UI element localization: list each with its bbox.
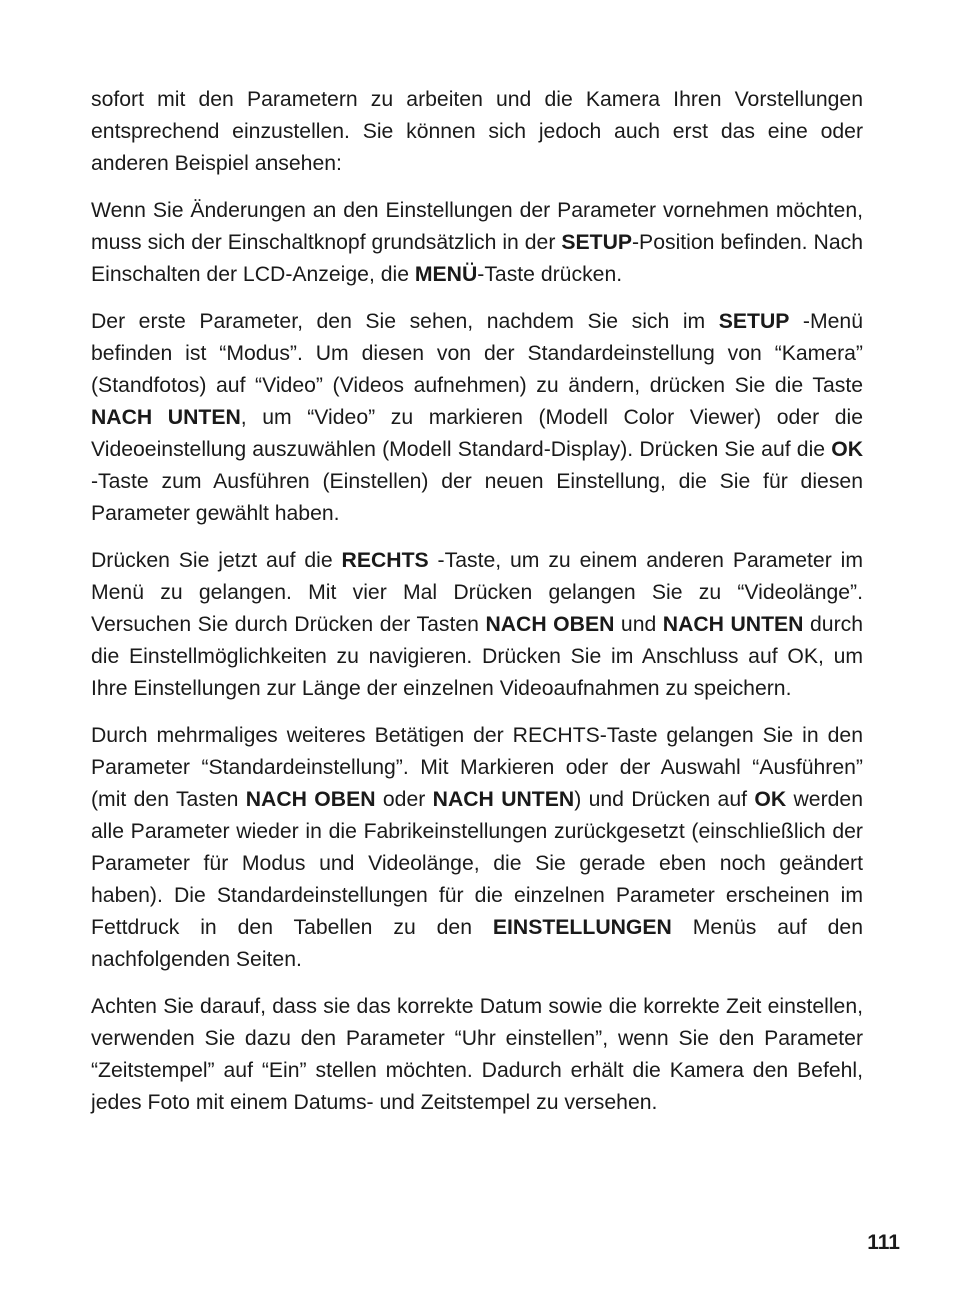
bold-term: NACH UNTEN	[432, 788, 575, 811]
page-body	[91, 84, 863, 1134]
bold-term: NACH OBEN	[485, 613, 615, 636]
bold-term: EINSTELLUNGEN	[492, 916, 672, 939]
text-run: sofort mit den Parametern zu arbeiten und die Kamera Ihren Vorstellungen entsprechend einzustellen. Sie können sich jedoch auch erst das eine oder anderen Beispiel ansehen:	[91, 88, 863, 175]
page-number: 111	[867, 1231, 900, 1254]
bold-term: NACH UNTEN	[91, 406, 241, 429]
paragraph-4	[91, 545, 863, 705]
text-run: Durch mehrmaliges weiteres Betätigen der RECHTS-Taste gelangen Sie in den Parameter “Standardeinstellung”. Mit Markieren oder der Auswahl “Ausführen” (mit den Tasten	[91, 724, 863, 811]
paragraph-1	[91, 84, 863, 180]
text-run: Achten Sie darauf, dass sie das korrekte Datum sowie die korrekte Zeit einstellen, verwenden Sie dazu den Parameter “Uhr einstellen”, wenn Sie den Parameter “Zeitstempel” auf “Ein” stellen möchten. Dadurch erhält die Kamera den Befehl, jedes Foto mit einem Datums- und Zeitstempel zu versehen.	[91, 995, 863, 1114]
bold-term: OK	[754, 788, 787, 811]
bold-term: NACH UNTEN	[662, 613, 804, 636]
text-run: ) und Drücken auf	[574, 788, 755, 811]
text-run: , um “Video” zu markieren (Modell Color Viewer) oder die Videoeinstellung auszuwählen (Modell Standard-Display). Drücken Sie auf die	[91, 406, 863, 461]
text-run: Menüs auf den nachfolgenden Seiten.	[91, 916, 863, 971]
paragraph-3	[91, 306, 863, 530]
paragraph-6	[91, 991, 863, 1119]
bold-term: MENÜ	[414, 263, 478, 286]
bold-term: RECHTS	[341, 549, 429, 572]
paragraph-5	[91, 720, 863, 976]
text-run: -Menü befinden ist “Modus”. Um diesen von der Standardeinstellung von “Kamera” (Standfotos) auf “Video” (Videos aufnehmen) zu ändern, drücken Sie die Taste	[91, 310, 863, 397]
text-run: oder	[375, 788, 433, 811]
text-run: Der erste Parameter, den Sie sehen, nachdem Sie sich im	[91, 310, 719, 333]
bold-term: SETUP	[718, 310, 790, 333]
text-run: Wenn Sie Änderungen an den Einstellungen der Parameter vornehmen möchten, muss sich der Einschaltknopf grundsätzlich in der	[91, 199, 863, 254]
paragraph-2	[91, 195, 863, 291]
text-run: Drücken Sie jetzt auf die	[91, 549, 342, 572]
text-run: -Taste, um zu einem anderen Parameter im Menü zu gelangen. Mit vier Mal Drücken gelangen Sie zu “Videolänge”. Versuchen Sie durch Drücken der Tasten	[91, 549, 863, 636]
text-run: -Position befinden. Nach Einschalten der LCD-Anzeige, die	[91, 231, 863, 286]
text-run: werden alle Parameter wieder in die Fabrikeinstellungen zurückgesetzt (einschließlich der Parameter für Modus und Videolänge, die Sie gerade eben noch geändert haben). Die Standardeinstellungen für die einzelnen Parameter erscheinen im Fettdruck in den Tabellen zu den	[91, 788, 863, 939]
text-run: -Taste drücken.	[477, 263, 623, 286]
text-run: und	[614, 613, 663, 636]
text-run: -Taste zum Ausführen (Einstellen) der neuen Einstellung, die Sie für diesen Parameter gewählt haben.	[91, 470, 863, 525]
bold-term: SETUP	[561, 231, 632, 254]
bold-term: OK	[831, 438, 863, 461]
bold-term: NACH OBEN	[245, 788, 376, 811]
text-run: durch die Einstellmöglichkeiten zu navigieren. Drücken Sie im Anschluss auf OK, um Ihre Einstellungen zur Länge der einzelnen Videoaufnahmen zu speichern.	[91, 613, 864, 700]
